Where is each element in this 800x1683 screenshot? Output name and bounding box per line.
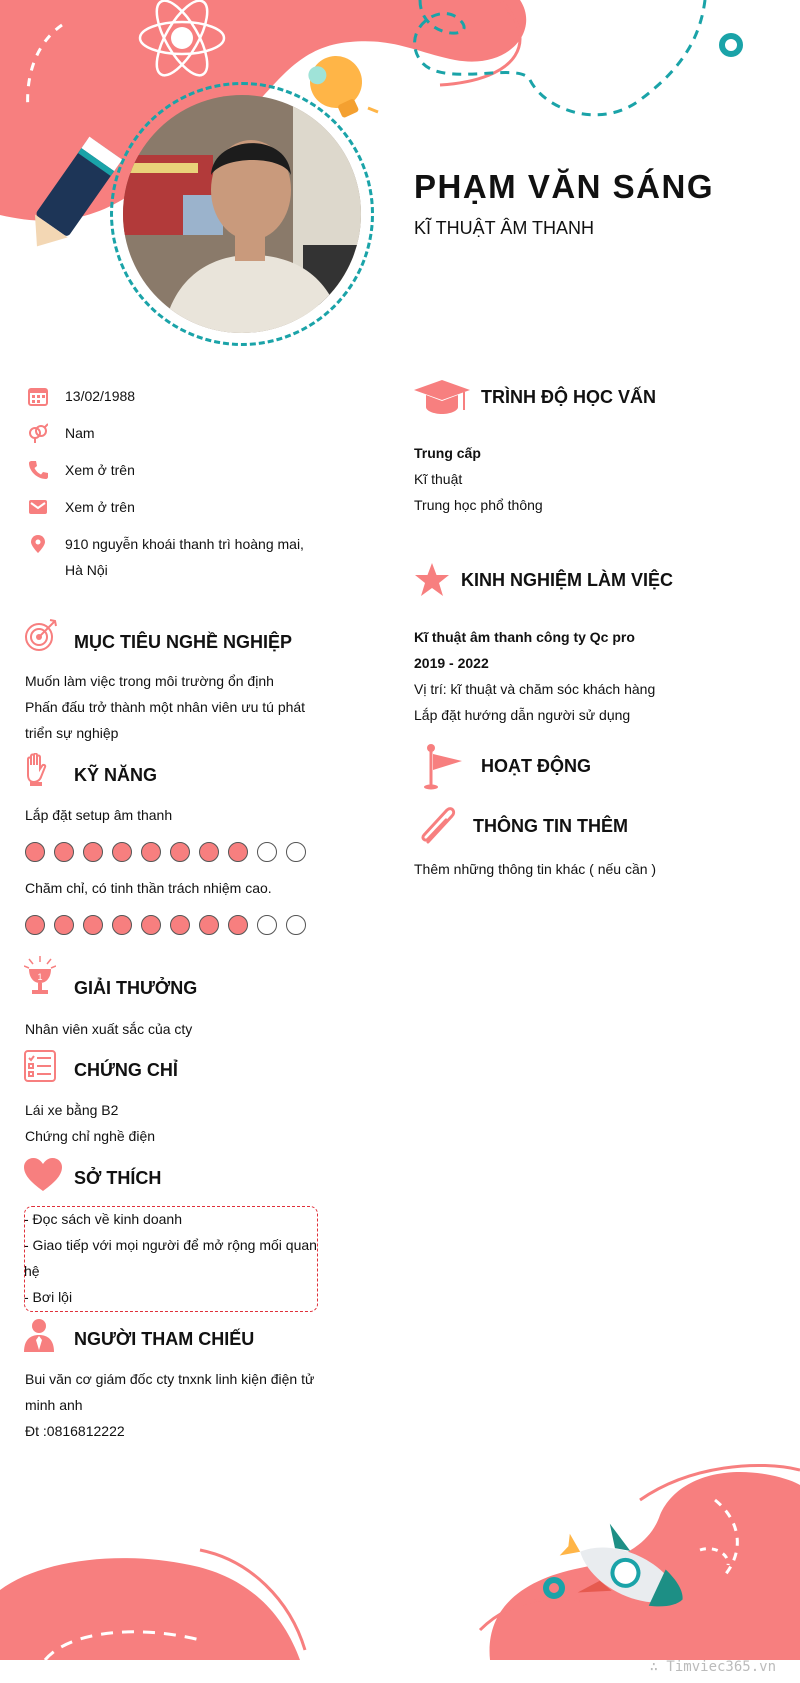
more-info-text: Thêm những thông tin khác ( nếu cần ) [414, 861, 657, 877]
hand-icon [24, 753, 50, 787]
skill-rating-dot [54, 842, 74, 862]
graduation-cap-icon [414, 380, 470, 416]
skill-rating-dot [25, 915, 45, 935]
references-text [25, 1366, 325, 1444]
paperclip-icon [416, 806, 458, 846]
certificate-2: Chứng chỉ nghề điện [25, 1128, 156, 1144]
skill-rating-dot [112, 915, 132, 935]
skill-rating-dot [141, 915, 161, 935]
activities-title: HOẠT ĐỘNG [481, 756, 591, 776]
skill-rating-dot [257, 842, 277, 862]
skill-rating-dot [257, 915, 277, 935]
education-level: Trung cấp [414, 445, 481, 461]
calendar-icon [28, 386, 48, 406]
hobbies-title: SỞ THÍCH [74, 1168, 162, 1188]
heart-icon [24, 1158, 62, 1192]
references-title: NGƯỜI THAM CHIẾU [74, 1329, 255, 1349]
experience-period: 2019 - 2022 [414, 655, 489, 671]
skill-rating-dot [228, 915, 248, 935]
target-icon [24, 618, 58, 652]
email-icon [28, 497, 48, 517]
hobby-line-2: - Giao tiếp với mọi người để mở rộng mối quan [24, 1237, 317, 1253]
svg-text:1: 1 [37, 972, 43, 982]
skill-rating-dot [286, 842, 306, 862]
education-major: Kĩ thuật [414, 471, 463, 487]
reference-line-1: Bui văn cơ giám đốc cty tnxnk linh kiện điện tử [25, 1371, 315, 1387]
skill-1-rating [25, 842, 325, 864]
certificates-list [25, 1097, 155, 1149]
skill-rating-dot [112, 842, 132, 862]
reference-line-3: Đt :0816812222 [25, 1423, 125, 1439]
star-icon [414, 562, 450, 598]
address-text [65, 531, 325, 583]
watermark: ∴ Timviec365.vn [649, 1659, 776, 1675]
experience-position: Vị trí: kĩ thuật và chăm sóc khách hàng [414, 681, 656, 697]
teal-ring [722, 36, 740, 54]
skill-rating-dot [83, 842, 103, 862]
objective-title: MỤC TIÊU NGHỀ NGHIỆP [74, 632, 293, 652]
skill-rating-dot [228, 842, 248, 862]
checklist-icon [24, 1050, 56, 1082]
skill-rating-dot [54, 915, 74, 935]
avatar [123, 95, 361, 333]
skill-rating-dot [25, 842, 45, 862]
address-line-1: 910 nguyễn khoái thanh trì hoàng mai, [65, 536, 304, 552]
experience-title: KINH NGHIỆM LÀM VIỆC [461, 570, 674, 590]
objective-text [25, 668, 325, 746]
flag-icon [424, 744, 464, 790]
hobby-line-3: hệ [24, 1263, 40, 1279]
skill-rating-dot [170, 915, 190, 935]
gender-text: Nam [65, 425, 95, 441]
education-title: TRÌNH ĐỘ HỌC VẤN [481, 387, 656, 407]
awards-title: GIẢI THƯỞNG [74, 978, 198, 998]
skill-rating-dot [286, 915, 306, 935]
experience-company: Kĩ thuật âm thanh công ty Qc pro [414, 629, 635, 645]
experience-details [414, 624, 655, 728]
birthday-text: 13/02/1988 [65, 388, 136, 404]
skill-2-name: Chăm chỉ, có tinh thần trách nhiệm cao. [25, 880, 272, 896]
phone-text: Xem ở trên [65, 462, 135, 478]
reference-line-2: minh anh [25, 1397, 83, 1413]
skill-rating-dot [83, 915, 103, 935]
more-info-title: THÔNG TIN THÊM [473, 816, 628, 836]
education-details [414, 440, 543, 518]
objective-line-3: triển sự nghiệp [25, 725, 119, 741]
skills-title: KỸ NĂNG [74, 765, 158, 785]
address-line-2: Hà Nội [65, 562, 108, 578]
hobbies-list [24, 1206, 324, 1310]
avatar-frame [110, 82, 374, 346]
trophy-icon [24, 956, 56, 996]
candidate-name: PHẠM VĂN SÁNG [414, 168, 715, 205]
hobby-line-1: - Đọc sách về kinh doanh [24, 1211, 182, 1227]
hobby-line-4: - Bơi lội [24, 1289, 73, 1305]
experience-task: Lắp đặt hướng dẫn người sử dụng [414, 707, 631, 723]
skill-rating-dot [199, 915, 219, 935]
footer-blob-left [0, 1558, 300, 1660]
education-school: Trung học phổ thông [414, 497, 543, 513]
email-text: Xem ở trên [65, 499, 135, 515]
gender-icon [28, 423, 48, 443]
person-icon [24, 1318, 54, 1352]
certificates-title: CHỨNG CHỈ [74, 1060, 178, 1080]
skill-2-rating [25, 915, 325, 937]
location-pin-icon [28, 534, 48, 554]
phone-icon [28, 460, 48, 480]
skill-rating-dot [170, 842, 190, 862]
footer-decoration [0, 1450, 800, 1683]
objective-line-2: Phấn đấu trở thành một nhân viên ưu tú phát [25, 699, 306, 715]
certificate-1: Lái xe bằng B2 [25, 1102, 119, 1118]
award-1: Nhân viên xuất sắc của cty [25, 1021, 193, 1037]
objective-line-1: Muốn làm việc trong môi trường ổn định [25, 673, 274, 689]
skill-1-name: Lắp đặt setup âm thanh [25, 807, 173, 823]
skill-rating-dot [199, 842, 219, 862]
job-title: KĨ THUẬT ÂM THANH [414, 218, 595, 238]
skill-rating-dot [141, 842, 161, 862]
